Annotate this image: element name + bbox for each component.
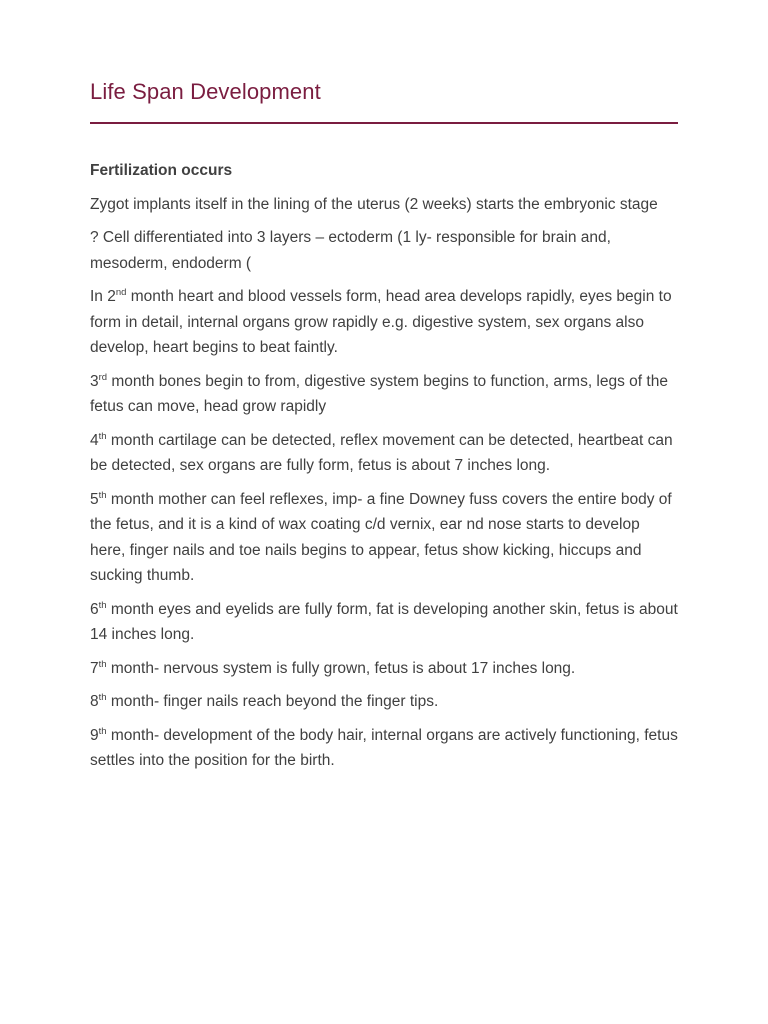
- paragraph-month-8: [90, 689, 678, 715]
- paragraph-month-5: [90, 487, 678, 589]
- ordinal-suffix: th: [98, 725, 107, 737]
- document-title: Life Span Development: [90, 79, 321, 104]
- paragraph-prefix: 9: [90, 726, 99, 744]
- ordinal-suffix: th: [98, 599, 107, 611]
- paragraph-text: month heart and blood vessels form, head area develops rapidly, eyes begin to form in detail, internal organs grow rapidly e.g. digestive system, sex organs also develop, heart begins to beat faintly.: [90, 288, 672, 356]
- ordinal-suffix: th: [98, 430, 107, 442]
- paragraph-prefix: 3: [90, 372, 99, 390]
- document-page: [90, 76, 678, 774]
- ordinal-suffix: th: [98, 658, 107, 670]
- paragraph-month-6: [90, 597, 678, 648]
- paragraph-month-2: [90, 284, 678, 361]
- section-heading: Fertilization occurs: [90, 162, 233, 179]
- paragraph-text: month- nervous system is fully grown, fetus is about 17 inches long.: [106, 659, 576, 677]
- paragraph-zygot: [90, 192, 678, 218]
- paragraph-text: ? Cell differentiated into 3 layers – ectoderm (1 ly- responsible for brain and, mesoderm, endoderm (: [90, 229, 611, 272]
- paragraph-text: month eyes and eyelids are fully form, fat is developing another skin, fetus is about 14 inches long.: [90, 600, 678, 643]
- paragraph-text: month bones begin to from, digestive system begins to function, arms, legs of the fetus can move, head grow rapidly: [90, 372, 668, 415]
- paragraph-prefix: 8: [90, 693, 99, 710]
- paragraph-month-3: [90, 369, 678, 420]
- ordinal-suffix: th: [98, 692, 107, 703]
- paragraph-prefix: 7: [90, 659, 99, 677]
- paragraph-text: month cartilage can be detected, reflex movement can be detected, heartbeat can be detected, sex organs are fully form, fetus is about 7 inches long.: [90, 431, 673, 474]
- paragraph-cell-layers: [90, 225, 678, 276]
- paragraph-month-4: [90, 428, 678, 479]
- paragraph-text: Zygot implants itself in the lining of the uterus (2 weeks) starts the embryonic stage: [90, 195, 658, 213]
- paragraph-prefix: 5: [90, 490, 99, 508]
- paragraph-prefix: 4: [90, 431, 99, 449]
- paragraph-text: month mother can feel reflexes, imp- a fine Downey fuss covers the entire body of the fetus, and it is a kind of wax coating c/d vernix, ear nd nose starts to develop here, finger nails and toe nails begins to appear, fetus show kicking, hiccups and sucking thumb.: [90, 490, 672, 584]
- paragraph-text: month- development of the body hair, internal organs are actively functioning, fetus settles into the position for the birth.: [90, 726, 678, 769]
- paragraph-month-7: [90, 656, 678, 682]
- paragraph-prefix: In 2: [90, 288, 116, 305]
- paragraph-text: month- finger nails reach beyond the finger tips.: [106, 693, 439, 710]
- paragraph-month-9: [90, 723, 678, 774]
- paragraph-prefix: 6: [90, 600, 99, 618]
- ordinal-suffix: th: [98, 489, 107, 501]
- ordinal-suffix: nd: [115, 287, 127, 298]
- ordinal-suffix: rd: [98, 371, 108, 383]
- title-divider: [90, 122, 678, 124]
